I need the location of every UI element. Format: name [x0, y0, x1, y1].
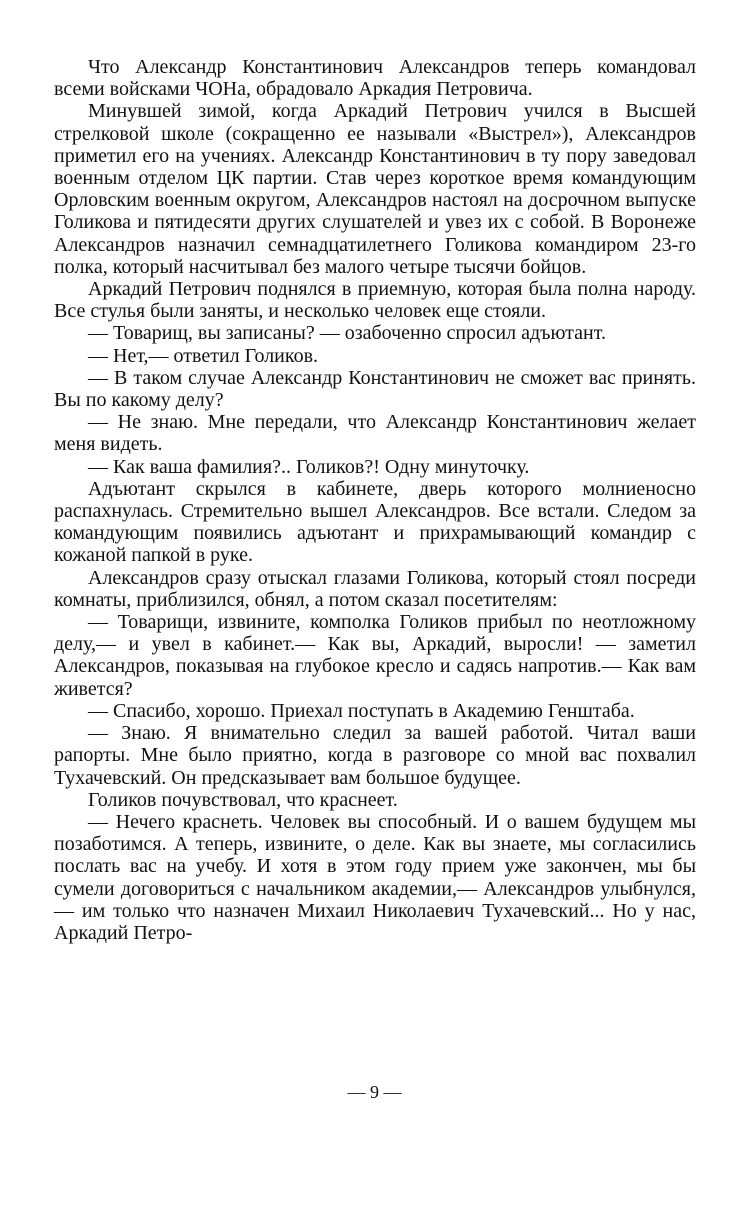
paragraph: Аркадий Петрович поднялся в приемную, которая была полна народу. Все стулья были заняты, и несколько человек еще стояли.: [54, 278, 696, 323]
dialogue-line: — Товарищи, извините, комполка Голиков прибыл по неотложному делу,— и увел в кабинет.— Как вы, Аркадий, выросли! — заметил Александров, показывая на глубокое кресло и садясь напротив.— Как вам живется?: [54, 611, 696, 700]
dialogue-line: — В таком случае Александр Константинович не сможет вас принять. Вы по какому делу?: [54, 366, 696, 412]
dialogue-line: — Нет,— ответил Голиков.: [88, 344, 319, 367]
page-number: — 9 —: [347, 1082, 402, 1102]
paragraph: Что Александр Константинович Александров теперь командовал всеми войсками ЧОНа, обрадовало Аркадия Петровича.: [54, 56, 696, 101]
dialogue-line: — Товарищ, вы записаны? — озабоченно спросил адъютант.: [88, 322, 606, 345]
dialogue-line: — Не знаю. Мне передали, что Александр Константинович желает меня видеть.: [54, 411, 696, 456]
dialogue-line: — Знаю. Я внимательно следил за вашей работой. Читал ваши рапорты. Мне было приятно, когда в разговоре со мной вас похвалил Тухачевский. Он предсказывает вам большое будущее.: [54, 722, 696, 789]
paragraph: Голиков почувствовал, что краснеет.: [88, 788, 398, 811]
dialogue-line: — Нечего краснеть. Человек вы способный. И о вашем будущем мы позаботимся. А теперь, извините, о деле. Как вы знаете, мы согласились послать вас на учебу. И хотя в этом году прием уже закончен, мы бы сумели договориться с начальником академии,— Александров улыбнулся,— им только что назначен Михаил Николаевич Тухачевский... Но у нас, Аркадий Петро-: [54, 810, 696, 944]
paragraph: Александров сразу отыскал глазами Голикова, который стоял посреди комнаты, приблизился, обнял, а потом сказал посетителям:: [54, 566, 696, 611]
dialogue-line: — Как ваша фамилия?.. Голиков?! Одну минуточку.: [88, 455, 530, 478]
page-body: [54, 56, 696, 944]
dialogue-line: — Спасибо, хорошо. Приехал поступать в Академию Генштаба.: [88, 699, 635, 722]
paragraph: Адъютант скрылся в кабинете, дверь которого молниеносно распахнулась. Стремительно вышел Александров. Все встали. Следом за командующим появились адъютант и прихрамывающий командир с кожаной папкой в руке.: [54, 477, 696, 567]
paragraph: Минувшей зимой, когда Аркадий Петрович учился в Высшей стрелковой школе (сокращенно ее называли «Выстрел»), Александров приметил его на учениях. Александр Константинович в ту пору заведовал военным отделом ЦК партии. Став через короткое время командующим Орловским военным округом, Александров настоял на досрочном выпуске Голикова и пятидесяти других слушателей и увез их с собой. В Воронеже Александров назначил семнадцатилетнего Голикова командиром 23-го полка, который насчитывал без малого четыре тысячи бойцов.: [54, 100, 696, 278]
